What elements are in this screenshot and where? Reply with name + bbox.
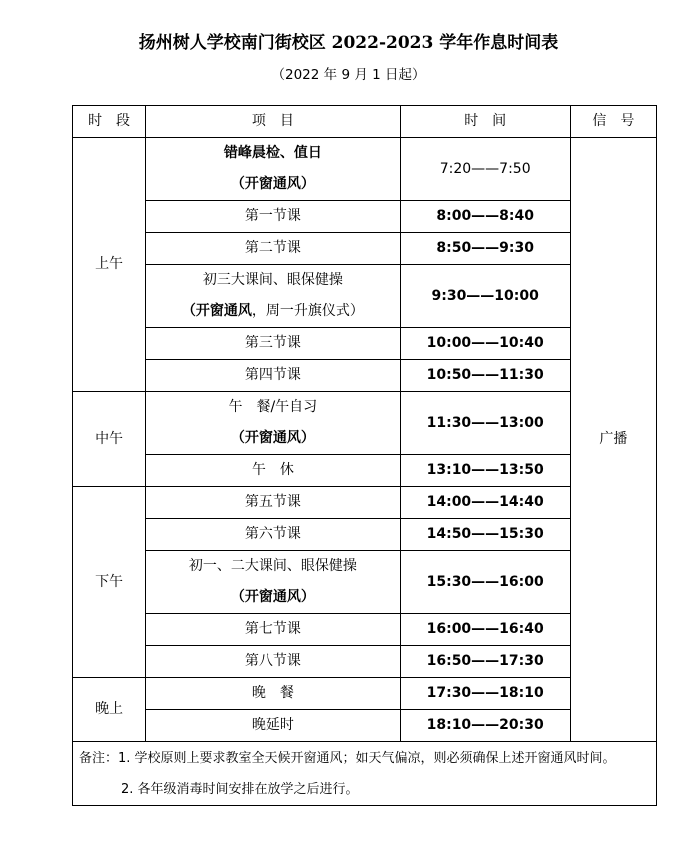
time-cell: 16:00——16:40 (400, 614, 570, 646)
table-row (73, 710, 657, 742)
item-cell: 晚 餐 (146, 678, 400, 710)
time-cell: 8:50——9:30 (400, 233, 570, 265)
notes-cell (73, 742, 657, 806)
item-note: （开窗通风） (230, 430, 315, 446)
period-morning: 上午 (73, 138, 146, 392)
note-line-1: 备注：1. 学校原则上要求教室全天候开窗通风；如天气偏凉，则必须确保上述开窗通风时间。 (79, 750, 616, 766)
period-noon: 中午 (73, 392, 146, 487)
time-cell: 9:30——10:00 (400, 265, 570, 328)
period-evening: 晚上 (73, 678, 146, 742)
table-row (73, 519, 657, 551)
time-cell: 17:30——18:10 (400, 678, 570, 710)
table-row (73, 678, 657, 710)
time-cell: 10:00——10:40 (400, 328, 570, 360)
item-cell: 第八节课 (146, 646, 400, 678)
table-row (73, 455, 657, 487)
time-cell: 14:00——14:40 (400, 487, 570, 519)
item-note (146, 296, 399, 327)
item-cell: 晚延时 (146, 710, 400, 742)
time-cell: 13:10——13:50 (400, 455, 570, 487)
header-time: 时 间 (400, 106, 570, 138)
time-cell: 10:50——11:30 (400, 360, 570, 392)
time-cell: 14:50——15:30 (400, 519, 570, 551)
note-line-2: 2. 各年级消毒时间安排在放学之后进行。 (121, 781, 359, 797)
table-row (73, 487, 657, 519)
document-title: 扬州树人学校南门街校区 2022-2023 学年作息时间表 (138, 33, 559, 53)
effective-date: （2022 年 9 月 1 日起） (271, 67, 426, 83)
table-row (73, 551, 657, 614)
table-row (73, 392, 657, 455)
time-cell: 15:30——16:00 (400, 551, 570, 614)
table-row (73, 360, 657, 392)
header-signal: 信 号 (570, 106, 656, 138)
item-cell (146, 265, 400, 328)
time-cell: 11:30——13:00 (400, 392, 570, 455)
table-row (73, 201, 657, 233)
item-label: 错峰晨检、值日 (223, 145, 322, 161)
item-cell: 第四节课 (146, 360, 400, 392)
header-row (73, 106, 657, 138)
table-row (73, 233, 657, 265)
item-cell (146, 392, 400, 455)
item-cell: 第二节课 (146, 233, 400, 265)
table-row (73, 614, 657, 646)
time-cell: 16:50——17:30 (400, 646, 570, 678)
time-cell: 8:00——8:40 (400, 201, 570, 233)
period-afternoon: 下午 (73, 487, 146, 678)
item-cell: 第三节课 (146, 328, 400, 360)
schedule-table (72, 105, 657, 806)
item-note: （开窗通风） (230, 589, 315, 605)
item-label: 初三大课间、眼保健操 (202, 272, 343, 288)
header-item: 项 目 (146, 106, 400, 138)
signal-cell: 广播 (570, 138, 656, 742)
item-cell: 第六节课 (146, 519, 400, 551)
item-note: （开窗通风） (230, 176, 315, 192)
time-cell: 18:10——20:30 (400, 710, 570, 742)
table-row (73, 265, 657, 328)
item-label: 初一、二大课间、眼保健操 (188, 558, 357, 574)
item-cell (146, 138, 400, 201)
table-row (73, 328, 657, 360)
notes-row (73, 742, 657, 806)
header-period: 时 段 (73, 106, 146, 138)
table-row (73, 138, 657, 201)
item-label: 午 餐/午自习 (228, 399, 318, 415)
item-cell: 午 休 (146, 455, 400, 487)
item-cell: 第七节课 (146, 614, 400, 646)
time-cell: 7:20——7:50 (400, 138, 570, 201)
item-note-bold: （开窗通风 (181, 303, 252, 319)
item-cell (146, 551, 400, 614)
item-cell: 第一节课 (146, 201, 400, 233)
item-note-rest: ，周一升旗仪式） (251, 303, 364, 319)
table-row (73, 646, 657, 678)
item-cell: 第五节课 (146, 487, 400, 519)
